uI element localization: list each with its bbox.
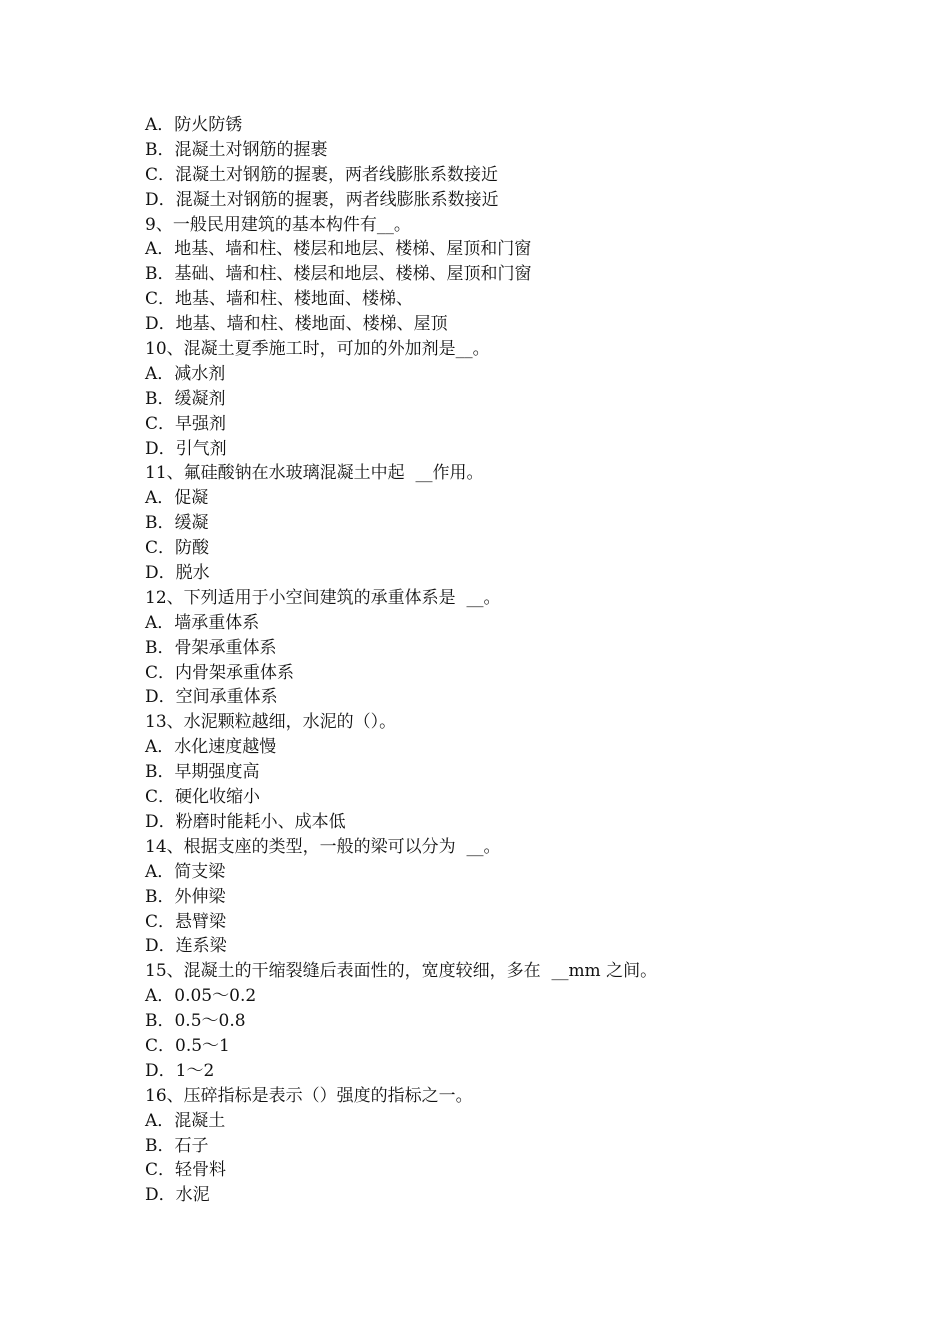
option-line: A．促凝 (145, 488, 209, 509)
option-line: D．混凝土对钢筋的握裹，两者线膨胀系数接近 (145, 189, 499, 210)
option-line: A．防火防锈 (145, 115, 243, 135)
option-line: C．硬化收缩小 (145, 787, 261, 808)
option-line: B．骨架承重体系 (145, 637, 277, 658)
option-line: D．粉磨时能耗小、成本低 (145, 811, 346, 832)
option-line: B．外伸梁 (145, 886, 226, 907)
option-line: B．石子 (145, 1135, 209, 1156)
question-line: 11、氟硅酸钠在水玻璃混凝土中起 __作用。 (145, 463, 484, 484)
option-line: B．0.5～0.8 (145, 1011, 246, 1032)
option-line: A．地基、墙和柱、楼层和地层、楼梯、屋顶和门窗 (145, 239, 532, 260)
option-line: A．0.05～0.2 (145, 986, 257, 1007)
option-line: D．1～2 (145, 1060, 215, 1081)
option-line: D．地基、墙和柱、楼地面、楼梯、屋顶 (145, 314, 448, 335)
option-line: A．混凝土 (145, 1110, 226, 1131)
option-line: D．连系梁 (145, 936, 227, 957)
option-line: C．悬臂梁 (145, 911, 227, 932)
option-line: B．缓凝 (145, 513, 209, 534)
option-line: B．混凝土对钢筋的握裹 (145, 139, 328, 160)
option-line: A．简支梁 (145, 861, 226, 882)
question-line: 9、一般民用建筑的基本构件有__。 (145, 214, 411, 235)
option-line: C．混凝土对钢筋的握裹，两者线膨胀系数接近 (145, 164, 499, 185)
option-line: A．水化速度越慢 (145, 737, 277, 758)
question-line: 14、根据支座的类型，一般的梁可以分为 __。 (145, 836, 501, 857)
option-line: C．0.5～1 (145, 1035, 230, 1056)
option-line: C．地基、墙和柱、楼地面、楼梯、 (145, 289, 414, 310)
option-line: D．引气剂 (145, 438, 227, 459)
option-line: D．脱水 (145, 563, 210, 584)
option-line: B．缓凝剂 (145, 388, 226, 409)
option-line: D．水泥 (145, 1185, 210, 1206)
option-line: D．空间承重体系 (145, 687, 278, 708)
question-line: 10、混凝土夏季施工时，可加的外加剂是__。 (145, 339, 490, 360)
question-line: 12、下列适用于小空间建筑的承重体系是 __。 (145, 587, 501, 608)
option-line: C．早强剂 (145, 413, 227, 434)
option-line: C．防酸 (145, 538, 210, 559)
question-line: 13、水泥颗粒越细，水泥的（）。 (145, 712, 397, 733)
document-page (145, 113, 905, 1208)
option-line: A．减水剂 (145, 363, 226, 384)
option-line: C．轻骨料 (145, 1160, 227, 1181)
option-line: C．内骨架承重体系 (145, 662, 295, 683)
question-line: 15、混凝土的干缩裂缝后表面性的，宽度较细，多在 __mm 之间。 (145, 961, 658, 982)
question-line: 16、压碎指标是表示（）强度的指标之一。 (145, 1085, 473, 1106)
option-line: B．基础、墙和柱、楼层和地层、楼梯、屋顶和门窗 (145, 264, 532, 285)
option-line: A．墙承重体系 (145, 612, 260, 633)
option-line: B．早期强度高 (145, 762, 260, 783)
